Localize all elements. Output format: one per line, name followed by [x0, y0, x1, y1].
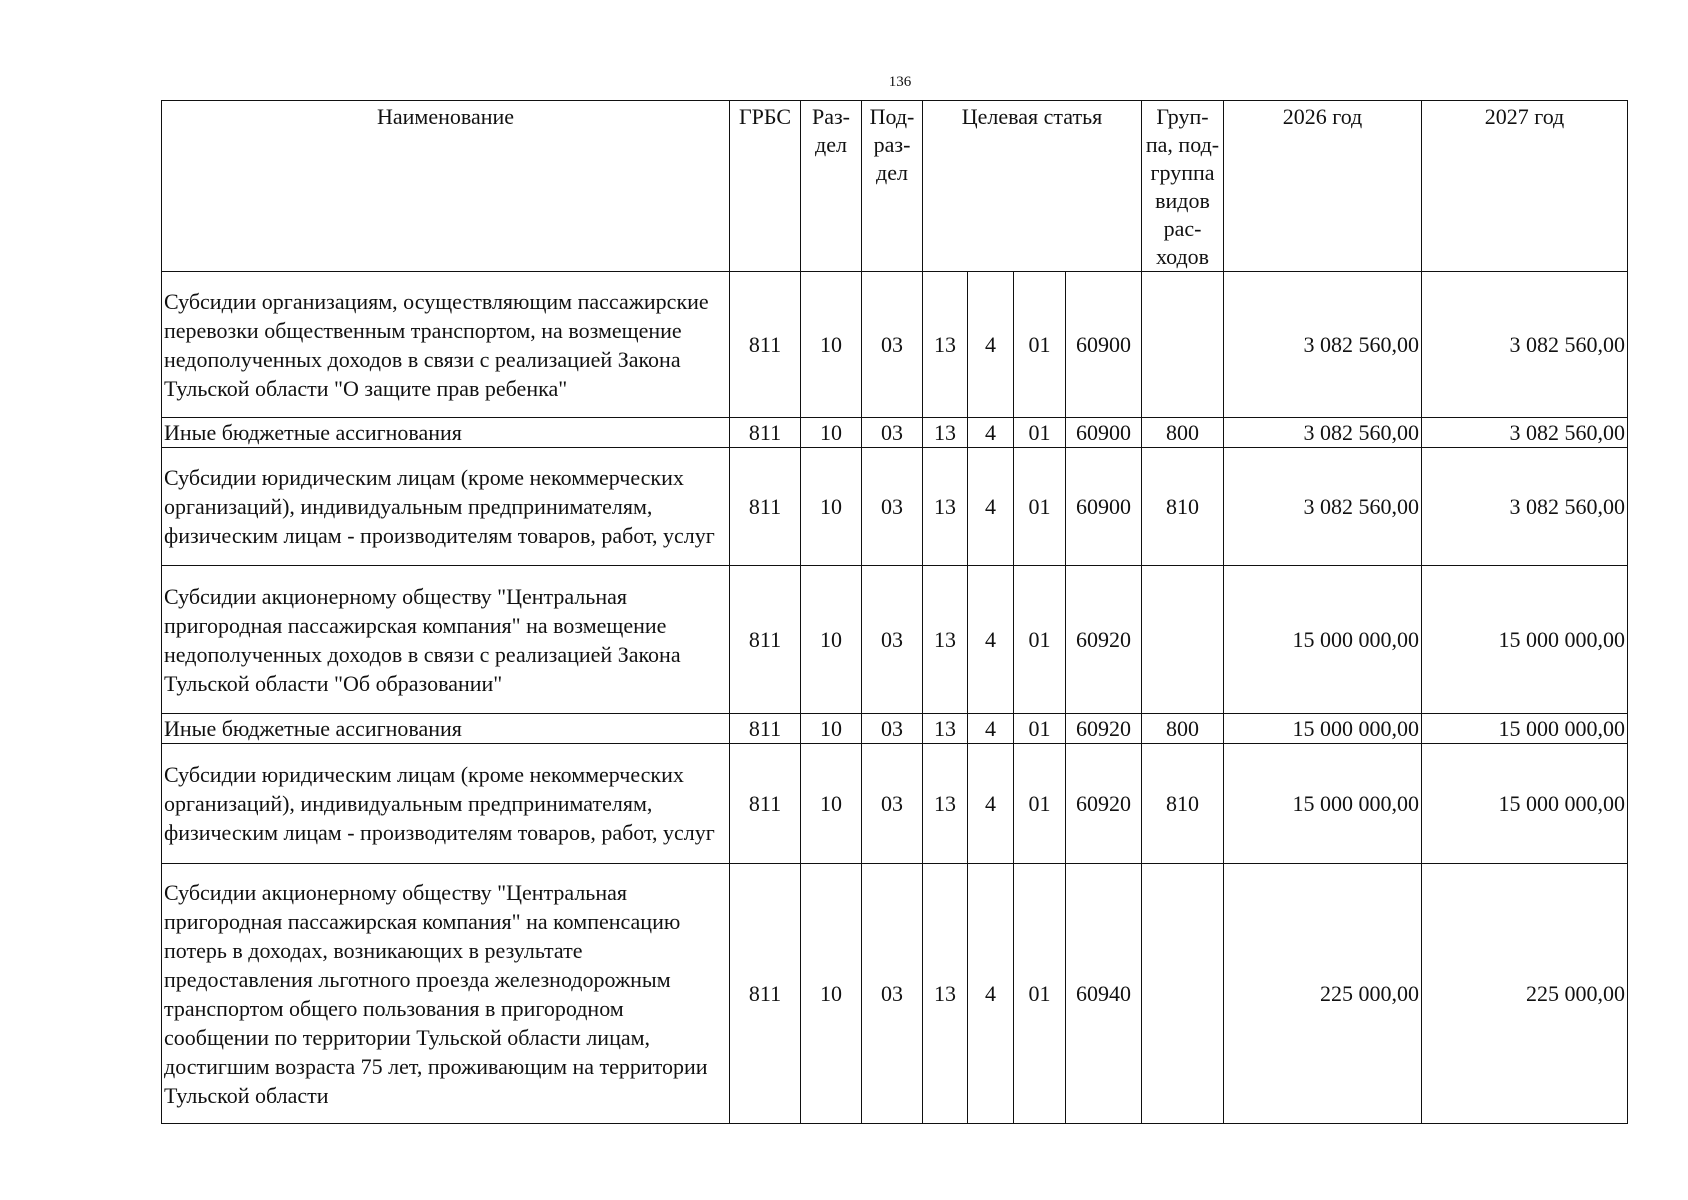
table-header-row: [162, 101, 1628, 272]
table-row: [162, 448, 1628, 566]
row-amount-2027: 15 000 000,00: [1422, 714, 1628, 744]
row-target-program: 13: [923, 566, 968, 714]
row-grbs: 811: [730, 864, 801, 1124]
header-2026: 2026 год: [1224, 101, 1422, 272]
row-name: Субсидии акционерному обществу "Центральная пригородная пассажирская компания" на возмещение недополученных доходов в связи с реализацией Закона Тульской области "Об образовании": [162, 566, 730, 714]
row-razdel: 10: [801, 272, 862, 418]
row-target-subprogram: 01: [1014, 418, 1066, 448]
header-razdel: Раз-дел: [801, 101, 862, 272]
row-expense-group: 800: [1142, 418, 1224, 448]
header-expense-group: Груп-па, под-группа видов рас-ходов: [1142, 101, 1224, 272]
row-target-type: 4: [968, 448, 1014, 566]
row-target-program: 13: [923, 418, 968, 448]
row-target-type: 4: [968, 744, 1014, 864]
row-grbs: 811: [730, 714, 801, 744]
row-podrazdel: 03: [862, 864, 923, 1124]
row-target-direction: 60920: [1066, 744, 1142, 864]
row-target-program: 13: [923, 448, 968, 566]
row-expense-group: 810: [1142, 744, 1224, 864]
row-target-subprogram: 01: [1014, 448, 1066, 566]
row-name: Субсидии юридическим лицам (кроме некоммерческих организаций), индивидуальным предпринимателям, физическим лицам - производителям товаров, работ, услуг: [162, 448, 730, 566]
row-amount-2026: 15 000 000,00: [1224, 714, 1422, 744]
row-target-direction: 60920: [1066, 566, 1142, 714]
budget-table: [161, 100, 1628, 1124]
row-amount-2027: 3 082 560,00: [1422, 448, 1628, 566]
row-expense-group: [1142, 272, 1224, 418]
row-target-direction: 60900: [1066, 418, 1142, 448]
row-razdel: 10: [801, 864, 862, 1124]
row-expense-group: 810: [1142, 448, 1224, 566]
row-podrazdel: 03: [862, 566, 923, 714]
row-target-subprogram: 01: [1014, 744, 1066, 864]
row-target-direction: 60900: [1066, 448, 1142, 566]
table-row: [162, 272, 1628, 418]
row-amount-2026: 225 000,00: [1224, 864, 1422, 1124]
row-razdel: 10: [801, 418, 862, 448]
header-target-article: Целевая статья: [923, 101, 1142, 272]
row-amount-2027: 225 000,00: [1422, 864, 1628, 1124]
header-2027: 2027 год: [1422, 101, 1628, 272]
header-name: Наименование: [162, 101, 730, 272]
row-amount-2027: 15 000 000,00: [1422, 566, 1628, 714]
row-name: Субсидии организациям, осуществляющим пассажирские перевозки общественным транспортом, на возмещение недополученных доходов в связи с реализацией Закона Тульской области "О защите прав ребенка": [162, 272, 730, 418]
row-podrazdel: 03: [862, 744, 923, 864]
row-podrazdel: 03: [862, 714, 923, 744]
row-razdel: 10: [801, 714, 862, 744]
row-target-direction: 60920: [1066, 714, 1142, 744]
row-target-type: 4: [968, 272, 1014, 418]
row-amount-2026: 3 082 560,00: [1224, 272, 1422, 418]
row-target-program: 13: [923, 864, 968, 1124]
row-amount-2026: 3 082 560,00: [1224, 418, 1422, 448]
row-target-subprogram: 01: [1014, 864, 1066, 1124]
row-target-subprogram: 01: [1014, 272, 1066, 418]
row-grbs: 811: [730, 566, 801, 714]
row-name: Иные бюджетные ассигнования: [162, 418, 730, 448]
row-target-type: 4: [968, 714, 1014, 744]
table-row: [162, 566, 1628, 714]
row-target-type: 4: [968, 864, 1014, 1124]
row-podrazdel: 03: [862, 418, 923, 448]
row-amount-2026: 3 082 560,00: [1224, 448, 1422, 566]
table-row: [162, 418, 1628, 448]
row-target-subprogram: 01: [1014, 566, 1066, 714]
row-target-program: 13: [923, 744, 968, 864]
row-expense-group: 800: [1142, 714, 1224, 744]
row-razdel: 10: [801, 448, 862, 566]
row-target-subprogram: 01: [1014, 714, 1066, 744]
header-grbs: ГРБС: [730, 101, 801, 272]
row-podrazdel: 03: [862, 448, 923, 566]
page-number: 136: [888, 74, 912, 90]
row-amount-2027: 15 000 000,00: [1422, 744, 1628, 864]
row-grbs: 811: [730, 272, 801, 418]
header-podrazdel: Под-раз-дел: [862, 101, 923, 272]
row-amount-2026: 15 000 000,00: [1224, 566, 1422, 714]
row-target-program: 13: [923, 714, 968, 744]
row-name: Субсидии юридическим лицам (кроме некоммерческих организаций), индивидуальным предпринимателям, физическим лицам - производителям товаров, работ, услуг: [162, 744, 730, 864]
table-row: [162, 714, 1628, 744]
row-target-type: 4: [968, 418, 1014, 448]
row-target-type: 4: [968, 566, 1014, 714]
row-target-direction: 60940: [1066, 864, 1142, 1124]
row-razdel: 10: [801, 566, 862, 714]
row-name: Субсидии акционерному обществу "Центральная пригородная пассажирская компания" на компенсацию потерь в доходах, возникающих в результате предоставления льготного проезда железнодорожным транспортом общего пользования в пригородном сообщении по территории Тульской области лицам, достигшим возраста 75 лет, проживающим на территории Тульской области: [162, 864, 730, 1124]
row-amount-2026: 15 000 000,00: [1224, 744, 1422, 864]
row-expense-group: [1142, 864, 1224, 1124]
table-row: [162, 744, 1628, 864]
row-grbs: 811: [730, 744, 801, 864]
row-amount-2027: 3 082 560,00: [1422, 272, 1628, 418]
row-razdel: 10: [801, 744, 862, 864]
row-podrazdel: 03: [862, 272, 923, 418]
row-grbs: 811: [730, 448, 801, 566]
table-row: [162, 864, 1628, 1124]
row-name: Иные бюджетные ассигнования: [162, 714, 730, 744]
row-target-direction: 60900: [1066, 272, 1142, 418]
row-expense-group: [1142, 566, 1224, 714]
row-amount-2027: 3 082 560,00: [1422, 418, 1628, 448]
row-grbs: 811: [730, 418, 801, 448]
row-target-program: 13: [923, 272, 968, 418]
